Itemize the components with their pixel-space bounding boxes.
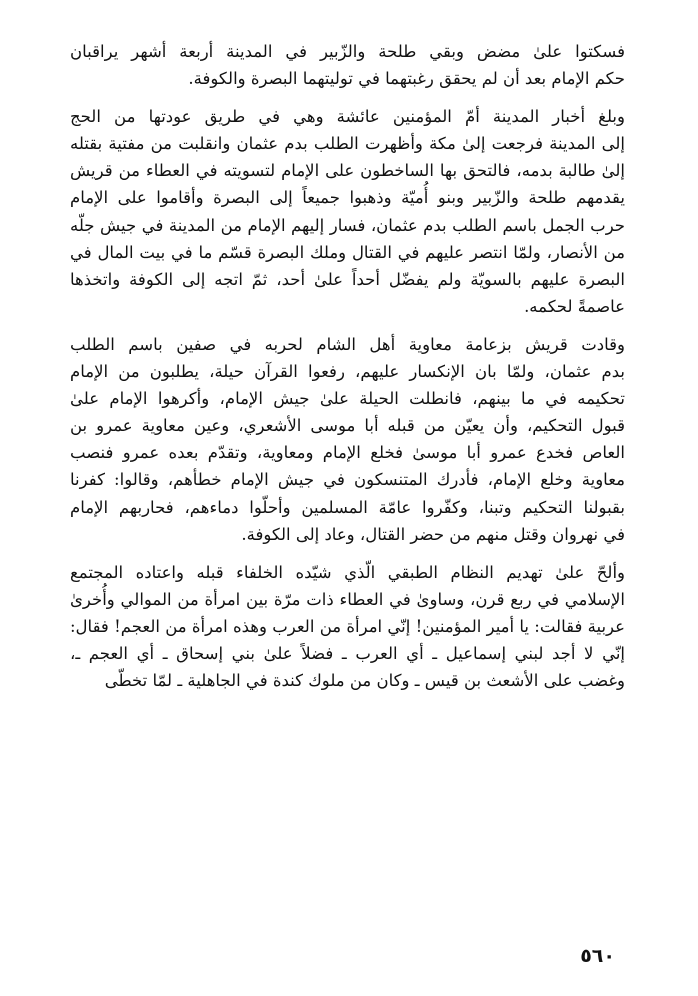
text-line: في نهروان وقتل منهم من حضر القتال، وعاد إلى الكوفة. [241, 524, 625, 544]
paragraph [70, 103, 625, 320]
paragraph-gap [70, 92, 625, 103]
text-line: إنّي لا أجد لبني إسماعيل ـ أي العرب ـ فضلاً علىٰ بني إسحاق ـ أي العجم ـ، [70, 643, 625, 663]
text-line: وألحّ علىٰ تهديم النظام الطبقي الّذي شيّده الخلفاء قبله واعتاده المجتمع [70, 562, 625, 582]
text-line: حكم الإمام بعد أن لم يحقق رغبتهما في توليتهما البصرة والكوفة. [188, 69, 625, 89]
text-line: بقبولنا التحكيم وتبنا، وكفّروا عامّة المسلمين وأحلّوا دماءهم، فحاربهم الإمام [70, 497, 625, 517]
text-line: يقدمهم طلحة والزّبير وبنو أُميّة وذهبوا جميعاً إلى البصرة وأقاموا على الإمام [70, 188, 625, 208]
text-line: قبول التحكيم، وأن يعيّن من قبله أبا موسى الأشعري، وعين معاوية عمرو بن [70, 416, 625, 436]
paragraph-gap [70, 320, 625, 331]
text-line: تحكيمه في ما بينهم، فانطلت الحيلة علىٰ جيش الإمام، وأكرهوا الإمام علىٰ [70, 389, 625, 409]
text-line: وبلغ أخبار المدينة أمّ المؤمنين عائشة وهي في طريق عودتها من الحج [70, 107, 625, 127]
text-line: عاصمةً لحكمه. [524, 296, 625, 316]
paragraph [70, 331, 625, 548]
text-line: إلىٰ طالبة بدمه، فالتحق بها الساخطون على الإمام لتسويته في العطاء من قريش [70, 161, 625, 181]
text-line: بدم عثمان، ولمّا بان الإنكسار عليهم، رفعوا القرآن حيلة، يطلبون من الإمام [70, 362, 625, 382]
text-line: وغضب على الأشعث بن قيس ـ وكان من ملوك كندة في الجاهلية ـ لمّا تخطّى [104, 671, 625, 691]
text-line: معاوية وخلع الإمام، فأدرك المتنسكون في جيش الإمام خطأهم، وقالوا: كفرنا [70, 470, 625, 490]
page-number: ٥٦٠ [580, 945, 615, 967]
text-line: إلى المدينة فرجعت إلىٰ مكة وأظهرت الطلب بدم عثمان وانقلبت من مفتية بقتله [70, 134, 625, 154]
text-line: الإسلامي في ربع قرن، وساوىٰ في العطاء ذات مرّة بين امرأة من الموالي وأُخرىٰ [70, 589, 625, 609]
text-line: من الأنصار، ولمّا انتصر عليهم في القتال وملك البصرة قسّم ما في بيت المال في [70, 242, 625, 262]
paragraph [70, 559, 625, 694]
text-line: عربية فقالت: يا أمير المؤمنين! إنّي امرأة من العرب وهذه امرأة من العجم! فقال: [70, 616, 625, 636]
paragraph-gap [70, 548, 625, 559]
body-text [70, 38, 625, 694]
text-line: العاص فخدع عمرو أبا موسىٰ فخلع الإمام ومعاوية، وتقدّم بعده عمرو فنصب [70, 443, 625, 463]
text-line: فسكتوا علىٰ مضض وبقي طلحة والزّبير في المدينة أربعة أشهر يراقبان [70, 42, 625, 61]
paragraph [70, 38, 625, 92]
text-line: حرب الجمل باسم الطلب بدم عثمان، فسار إليهم الإمام من المدينة في جيش جلّه [70, 215, 625, 235]
text-line: وقادت قريش بزعامة معاوية أهل الشام لحربه في صفين باسم الطلب [70, 334, 625, 354]
text-line: البصرة عليهم بالسويّة ولم يفضّل أحداً علىٰ أحد، ثمّ اتجه إلى الكوفة واتخذها [70, 269, 625, 289]
